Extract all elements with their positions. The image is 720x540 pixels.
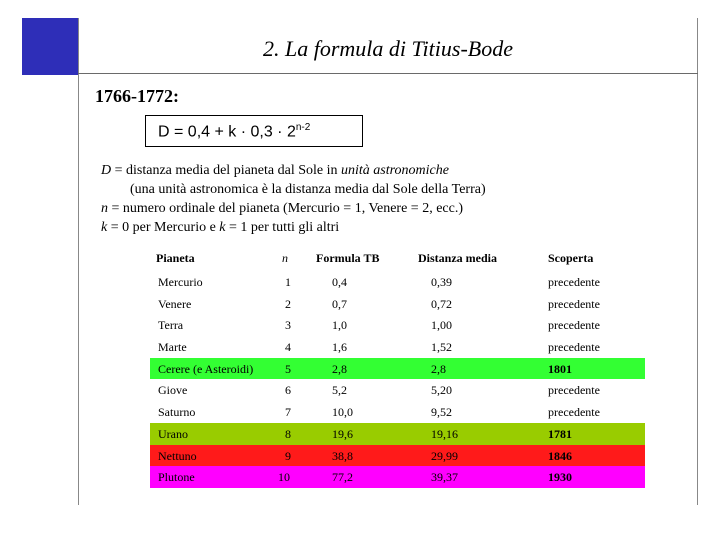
cell-distance: 19,16 (431, 426, 458, 441)
cell-distance: 29,99 (431, 448, 458, 463)
cell-n: 5 (285, 361, 291, 376)
date-range: 1766-1772: (95, 86, 179, 106)
description-line-3 (101, 199, 463, 218)
table-row (150, 466, 645, 488)
cell-n: 4 (285, 340, 291, 355)
cell-n: 7 (285, 405, 291, 420)
cell-distance: 1,52 (431, 340, 452, 355)
cell-formula-tb: 2,8 (332, 361, 347, 376)
cell-discovery: precedente (548, 318, 600, 333)
table-row (150, 271, 645, 293)
cell-formula-tb: 10,0 (332, 405, 353, 420)
formula-exponent: n-2 (295, 122, 311, 133)
desc-var-k: k (101, 220, 108, 235)
cell-planet: Terra (158, 318, 184, 333)
cell-distance: 5,20 (431, 383, 452, 398)
header-n: n (282, 251, 288, 265)
cell-n: 10 (278, 470, 290, 485)
cell-formula-tb: 1,0 (332, 318, 347, 333)
cell-n: 8 (285, 426, 291, 441)
header-formula-tb: Formula TB (316, 251, 380, 265)
cell-formula-tb: 1,6 (332, 340, 347, 355)
desc-var-n: n (101, 201, 108, 216)
cell-n: 1 (285, 275, 291, 289)
cell-discovery: 1846 (548, 448, 572, 463)
slide-title: 2. La formula di Titius-Bode (263, 36, 513, 61)
table-row (150, 314, 645, 336)
formula-box (145, 115, 363, 147)
cell-discovery: 1781 (548, 426, 572, 441)
desc-text-4a: = 0 per Mercurio e (107, 220, 220, 235)
desc-var-k2: k (219, 220, 226, 235)
table-header (150, 247, 645, 271)
desc-text-1-italic: unità astronomiche (341, 163, 449, 178)
cell-planet: Plutone (158, 470, 195, 485)
cell-discovery: precedente (548, 275, 600, 289)
table-row (150, 358, 645, 380)
cell-n: 2 (285, 296, 291, 311)
cell-discovery: precedente (548, 340, 600, 355)
cell-distance: 0,39 (431, 275, 452, 289)
cell-planet: Venere (158, 296, 192, 311)
desc-text-1: = distanza media del pianeta dal Sole in (111, 163, 342, 178)
description-line-4 (101, 218, 339, 237)
cell-n: 3 (285, 318, 291, 333)
desc-var-d: D (101, 163, 112, 178)
cell-discovery: 1801 (548, 361, 572, 376)
formula (158, 122, 310, 141)
cell-planet: Giove (158, 383, 188, 398)
cell-planet: Urano (158, 426, 188, 441)
cell-planet: Marte (158, 340, 187, 355)
planet-table (150, 247, 645, 488)
cell-formula-tb: 19,6 (332, 426, 353, 441)
cell-discovery: precedente (548, 405, 600, 420)
cell-distance: 2,8 (431, 361, 446, 376)
cell-discovery: precedente (548, 296, 600, 311)
cell-discovery: precedente (548, 383, 600, 398)
header-distanza-media: Distanza media (418, 251, 497, 265)
cell-distance: 39,37 (431, 470, 458, 485)
cell-formula-tb: 0,4 (332, 275, 347, 289)
description-line-2: (una unità astronomica è la distanza media dal Sole della Terra) (130, 182, 486, 197)
cell-formula-tb: 0,7 (332, 296, 347, 311)
cell-planet: Saturno (158, 405, 196, 420)
formula-main: D = 0,4 + k · 0,3 · 2 (158, 123, 296, 141)
cell-planet: Cerere (e Asteroidi) (158, 361, 254, 376)
cell-distance: 0,72 (431, 296, 452, 311)
cell-planet: Nettuno (158, 448, 197, 463)
header-scoperta: Scoperta (548, 251, 594, 265)
cell-planet: Mercurio (158, 275, 203, 289)
left-border-line (78, 18, 79, 505)
header-pianeta: Pianeta (156, 251, 195, 265)
cell-n: 9 (285, 448, 291, 463)
table-row (150, 401, 645, 423)
cell-n: 6 (285, 383, 291, 398)
cell-discovery: 1930 (548, 470, 572, 485)
description-line-1 (101, 161, 449, 180)
title-underline (78, 73, 698, 74)
table-row (150, 423, 645, 445)
cell-distance: 1,00 (431, 318, 452, 333)
right-border-line (697, 18, 698, 505)
table-row (150, 445, 645, 467)
cell-distance: 9,52 (431, 405, 452, 420)
corner-accent-block (22, 18, 78, 75)
cell-formula-tb: 38,8 (332, 448, 353, 463)
cell-formula-tb: 77,2 (332, 470, 353, 485)
desc-text-3: = numero ordinale del pianeta (Mercurio = 1, Venere = 2, ecc.) (108, 201, 464, 216)
desc-text-4b: = 1 per tutti gli altri (225, 220, 340, 235)
table-row (150, 379, 645, 401)
table-row (150, 336, 645, 358)
table-row (150, 293, 645, 315)
cell-formula-tb: 5,2 (332, 383, 347, 398)
